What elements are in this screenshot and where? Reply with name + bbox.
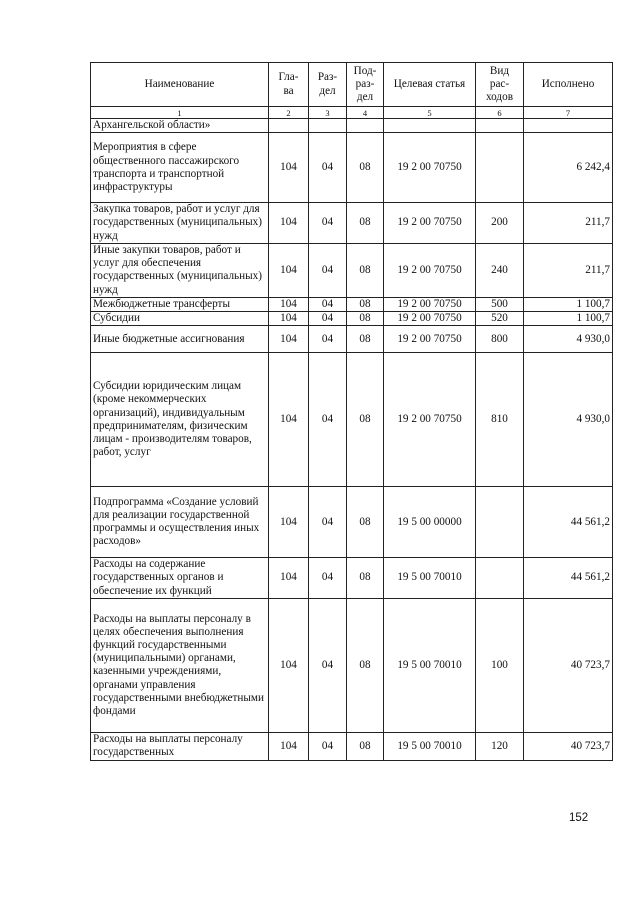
row-glava-cell: 104 (269, 297, 309, 311)
row-vid-cell: 500 (476, 297, 524, 311)
column-number: 3 (309, 107, 347, 119)
row-name-cell: Межбюджетные трансферты (91, 297, 269, 311)
table-row (91, 558, 613, 599)
row-vid-cell: 520 (476, 312, 524, 326)
row-vid-cell (476, 487, 524, 558)
row-vid-cell: 800 (476, 326, 524, 353)
row-statya-cell: 19 5 00 70010 (384, 598, 476, 732)
row-glava-cell (269, 119, 309, 133)
row-ispolneno-cell: 211,7 (524, 203, 613, 244)
row-razdel-cell: 04 (309, 598, 347, 732)
row-name-cell: Расходы на содержание государственных органов и обеспечение их функций (91, 558, 269, 599)
row-razdel-cell: 04 (309, 312, 347, 326)
row-razdel-cell: 04 (309, 558, 347, 599)
row-podrazdel-cell: 08 (347, 353, 384, 487)
row-razdel-cell: 04 (309, 133, 347, 203)
row-glava-cell: 104 (269, 487, 309, 558)
row-statya-cell: 19 5 00 70010 (384, 558, 476, 599)
row-razdel-cell: 04 (309, 732, 347, 760)
row-vid-cell (476, 119, 524, 133)
row-vid-cell (476, 133, 524, 203)
table-body (91, 119, 613, 761)
row-razdel-cell: 04 (309, 353, 347, 487)
table-row (91, 133, 613, 203)
row-vid-cell: 200 (476, 203, 524, 244)
row-razdel-cell: 04 (309, 297, 347, 311)
table-row (91, 297, 613, 311)
row-razdel-cell: 04 (309, 243, 347, 297)
row-statya-cell: 19 2 00 70750 (384, 203, 476, 244)
row-name-cell: Субсидии (91, 312, 269, 326)
budget-table (90, 62, 613, 761)
column-number: 4 (347, 107, 384, 119)
header-name: Наименование (91, 63, 269, 107)
row-ispolneno-cell: 4 930,0 (524, 353, 613, 487)
header-statya: Целевая статья (384, 63, 476, 107)
table-row (91, 312, 613, 326)
row-razdel-cell: 04 (309, 487, 347, 558)
row-glava-cell: 104 (269, 732, 309, 760)
header-razdel: Раз- дел (309, 63, 347, 107)
row-podrazdel-cell: 08 (347, 558, 384, 599)
page-number: 152 (569, 812, 589, 824)
row-glava-cell: 104 (269, 353, 309, 487)
row-statya-cell: 19 2 00 70750 (384, 353, 476, 487)
row-podrazdel-cell: 08 (347, 326, 384, 353)
row-ispolneno-cell: 44 561,2 (524, 558, 613, 599)
row-glava-cell: 104 (269, 312, 309, 326)
row-name-cell: Иные закупки товаров, работ и услуг для обеспечения государственных (муниципальных) нужд (91, 243, 269, 297)
table-row (91, 598, 613, 732)
row-razdel-cell: 04 (309, 326, 347, 353)
row-statya-cell: 19 5 00 00000 (384, 487, 476, 558)
header-podrazdel: Под- раз- дел (347, 63, 384, 107)
row-ispolneno-cell: 44 561,2 (524, 487, 613, 558)
table-row (91, 487, 613, 558)
table-row (91, 243, 613, 297)
row-razdel-cell: 04 (309, 203, 347, 244)
column-number: 7 (524, 107, 613, 119)
row-statya-cell (384, 119, 476, 133)
row-ispolneno-cell: 6 242,4 (524, 133, 613, 203)
row-ispolneno-cell: 211,7 (524, 243, 613, 297)
row-statya-cell: 19 5 00 70010 (384, 732, 476, 760)
column-number-row (91, 107, 613, 119)
column-number: 1 (91, 107, 269, 119)
row-statya-cell: 19 2 00 70750 (384, 133, 476, 203)
row-vid-cell: 240 (476, 243, 524, 297)
column-number: 5 (384, 107, 476, 119)
header-row (91, 63, 613, 107)
row-name-cell: Мероприятия в сфере общественного пассажирского транспорта и транспортной инфраструктуры (91, 133, 269, 203)
row-name-cell: Расходы на выплаты персоналу в целях обеспечения выполнения функций государственными (муниципальными) органами, казенными учреждениями, органами управления государственными внебюджетными фондами (91, 598, 269, 732)
table-row (91, 353, 613, 487)
row-ispolneno-cell: 4 930,0 (524, 326, 613, 353)
row-podrazdel-cell: 08 (347, 133, 384, 203)
row-podrazdel-cell: 08 (347, 203, 384, 244)
row-ispolneno-cell (524, 119, 613, 133)
row-ispolneno-cell: 1 100,7 (524, 312, 613, 326)
row-statya-cell: 19 2 00 70750 (384, 326, 476, 353)
row-name-cell: Расходы на выплаты персоналу государственных (91, 732, 269, 760)
table-row (91, 119, 613, 133)
row-podrazdel-cell: 08 (347, 243, 384, 297)
row-glava-cell: 104 (269, 558, 309, 599)
row-glava-cell: 104 (269, 243, 309, 297)
row-name-cell: Подпрограмма «Создание условий для реализации государственной программы и осуществления иных расходов» (91, 487, 269, 558)
row-podrazdel-cell: 08 (347, 297, 384, 311)
column-number: 6 (476, 107, 524, 119)
row-podrazdel-cell: 08 (347, 598, 384, 732)
header-ispolneno: Исполнено (524, 63, 613, 107)
row-razdel-cell (309, 119, 347, 133)
row-vid-cell: 120 (476, 732, 524, 760)
row-ispolneno-cell: 40 723,7 (524, 732, 613, 760)
table-row (91, 732, 613, 760)
row-statya-cell: 19 2 00 70750 (384, 243, 476, 297)
row-podrazdel-cell: 08 (347, 732, 384, 760)
table-row (91, 326, 613, 353)
row-name-cell: Иные бюджетные ассигнования (91, 326, 269, 353)
row-ispolneno-cell: 40 723,7 (524, 598, 613, 732)
row-ispolneno-cell: 1 100,7 (524, 297, 613, 311)
row-podrazdel-cell: 08 (347, 487, 384, 558)
row-glava-cell: 104 (269, 598, 309, 732)
row-podrazdel-cell (347, 119, 384, 133)
header-vid: Вид рас- ходов (476, 63, 524, 107)
row-name-cell: Архангельской области» (91, 119, 269, 133)
column-number: 2 (269, 107, 309, 119)
header-glava: Гла- ва (269, 63, 309, 107)
row-vid-cell (476, 558, 524, 599)
row-glava-cell: 104 (269, 326, 309, 353)
table-row (91, 203, 613, 244)
row-name-cell: Субсидии юридическим лицам (кроме некоммерческих организаций), индивидуальным предпринимателям, физическим лицам - производителям товаров, работ, услуг (91, 353, 269, 487)
row-name-cell: Закупка товаров, работ и услуг для государственных (муниципальных) нужд (91, 203, 269, 244)
row-statya-cell: 19 2 00 70750 (384, 297, 476, 311)
row-glava-cell: 104 (269, 203, 309, 244)
row-vid-cell: 100 (476, 598, 524, 732)
row-statya-cell: 19 2 00 70750 (384, 312, 476, 326)
row-vid-cell: 810 (476, 353, 524, 487)
row-podrazdel-cell: 08 (347, 312, 384, 326)
row-glava-cell: 104 (269, 133, 309, 203)
